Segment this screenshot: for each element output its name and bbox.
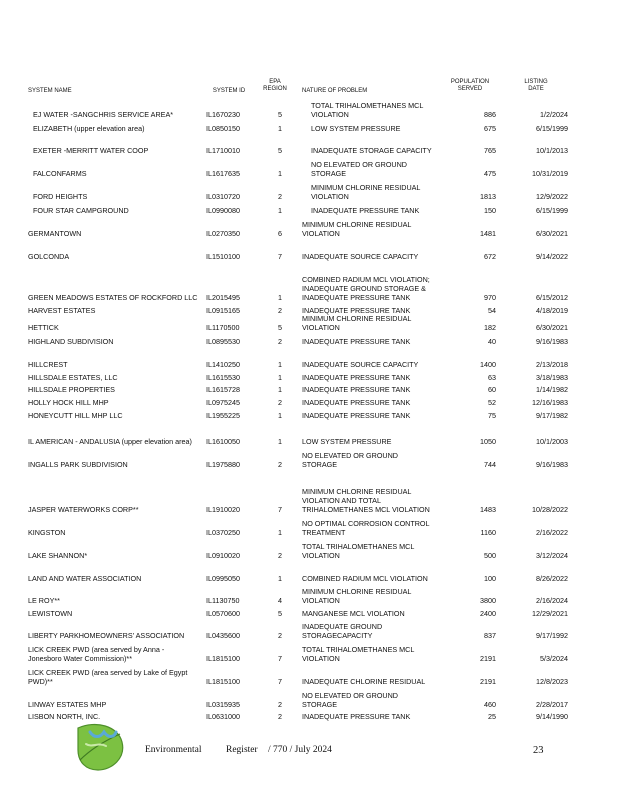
nature-of-problem: INADEQUATE GROUND STORAGECAPACITY — [302, 622, 383, 640]
nature-of-problem: MINIMUM CHLORINE RESIDUAL VIOLATION — [302, 220, 412, 238]
epa-region: 5 — [278, 110, 282, 119]
population-served: 460 — [484, 700, 496, 709]
population-served: 150 — [484, 206, 496, 215]
listing-date: 3/18/1983 — [536, 373, 568, 382]
epa-region: 1 — [278, 437, 282, 446]
header-listing-date: LISTING DATE — [524, 79, 548, 92]
listing-date: 9/16/1983 — [536, 337, 568, 346]
system-name: LICK CREEK PWD (area served by Lake of Egypt PWD)** — [28, 668, 188, 686]
nature-of-problem: INADEQUATE PRESSURE TANK — [302, 712, 411, 721]
epa-region: 1 — [278, 169, 282, 178]
system-id: IL0915165 — [206, 306, 240, 315]
system-name: ELIZABETH (upper elevation area) — [33, 124, 145, 133]
population-served: 1813 — [480, 192, 496, 201]
listing-date: 6/30/2021 — [536, 323, 568, 332]
population-served: 837 — [484, 631, 496, 640]
epa-region: 5 — [278, 323, 282, 332]
system-name: FALCONFARMS — [33, 169, 87, 178]
nature-of-problem: NO OPTIMAL CORROSION CONTROL TREATMENT — [302, 519, 430, 537]
nature-of-problem: NO ELEVATED OR GROUND STORAGE — [302, 691, 398, 709]
listing-date: 2/28/2017 — [536, 700, 568, 709]
system-name: HETTICK — [28, 323, 59, 332]
population-served: 2400 — [480, 609, 496, 618]
system-id: IL1815100 — [206, 654, 240, 663]
page-number: 23 — [533, 745, 544, 756]
system-name: LAND AND WATER ASSOCIATION — [28, 574, 142, 583]
system-name: HILLCREST — [28, 360, 68, 369]
listing-date: 2/16/2024 — [536, 596, 568, 605]
epa-region: 7 — [278, 677, 282, 686]
population-served: 1400 — [480, 360, 496, 369]
system-id: IL0370250 — [206, 528, 240, 537]
system-id: IL1170500 — [206, 323, 240, 332]
system-name: KINGSTON — [28, 528, 66, 537]
epa-region: 2 — [278, 192, 282, 201]
nature-of-problem: INADEQUATE PRESSURE TANK — [302, 306, 411, 315]
header-population-served: POPULATION SERVED — [450, 79, 490, 92]
system-name: LEWISTOWN — [28, 609, 73, 618]
system-id: IL0995050 — [206, 574, 240, 583]
listing-date: 9/17/1982 — [536, 411, 568, 420]
population-served: 40 — [488, 337, 496, 346]
population-served: 63 — [488, 373, 496, 382]
system-id: IL1955225 — [206, 411, 240, 420]
population-served: 1050 — [480, 437, 496, 446]
nature-of-problem: INADEQUATE SOURCE CAPACITY — [302, 252, 419, 261]
epa-region: 1 — [278, 574, 282, 583]
population-served: 25 — [488, 712, 496, 721]
epa-region: 2 — [278, 398, 282, 407]
system-id: IL0310720 — [206, 192, 240, 201]
epa-region: 2 — [278, 337, 282, 346]
system-id: IL1975880 — [206, 460, 240, 469]
population-served: 52 — [488, 398, 496, 407]
nature-of-problem: INADEQUATE PRESSURE TANK — [302, 373, 411, 382]
system-name: GERMANTOWN — [28, 229, 82, 238]
nature-of-problem: INADEQUATE STORAGE CAPACITY — [311, 146, 432, 155]
system-id: IL0631000 — [206, 712, 240, 721]
system-id: IL0895530 — [206, 337, 240, 346]
population-served: 75 — [488, 411, 496, 420]
nature-of-problem: TOTAL TRIHALOMETHANES MCL VIOLATION — [311, 101, 424, 119]
listing-date: 9/16/1983 — [536, 460, 568, 469]
listing-date: 6/15/1999 — [536, 206, 568, 215]
system-id: IL1815100 — [206, 677, 240, 686]
nature-of-problem: COMBINED RADIUM MCL VIOLATION — [302, 574, 428, 583]
listing-date: 9/14/2022 — [536, 252, 568, 261]
epa-region: 7 — [278, 505, 282, 514]
population-served: 1483 — [480, 505, 496, 514]
system-id: IL1617635 — [206, 169, 240, 178]
listing-date: 9/17/1992 — [536, 631, 568, 640]
system-id: IL0570600 — [206, 609, 240, 618]
system-name: FOUR STAR CAMPGROUND — [33, 206, 129, 215]
system-id: IL0850150 — [206, 124, 240, 133]
system-id: IL0435600 — [206, 631, 240, 640]
system-id: IL2015495 — [206, 293, 240, 302]
epa-region: 4 — [278, 596, 282, 605]
epa-region: 7 — [278, 252, 282, 261]
population-served: 1160 — [480, 528, 496, 537]
population-served: 970 — [484, 293, 496, 302]
epa-region: 1 — [278, 411, 282, 420]
nature-of-problem: NO ELEVATED OR GROUND STORAGE — [302, 451, 398, 469]
population-served: 886 — [484, 110, 496, 119]
listing-date: 10/1/2003 — [536, 437, 568, 446]
listing-date: 8/26/2022 — [536, 574, 568, 583]
footer-register: Register — [226, 745, 258, 755]
population-served: 3800 — [480, 596, 496, 605]
system-id: IL0910020 — [206, 551, 240, 560]
listing-date: 6/15/2012 — [536, 293, 568, 302]
system-name: GOLCONDA — [28, 252, 70, 261]
system-name: GREEN MEADOWS ESTATES OF ROCKFORD LLC — [28, 293, 198, 302]
listing-date: 3/12/2024 — [536, 551, 568, 560]
system-name: LE ROY** — [28, 596, 60, 605]
listing-date: 12/8/2023 — [536, 677, 568, 686]
listing-date: 2/13/2018 — [536, 360, 568, 369]
system-id: IL0975245 — [206, 398, 240, 407]
listing-date: 10/28/2022 — [532, 505, 568, 514]
epa-region: 2 — [278, 631, 282, 640]
nature-of-problem: LOW SYSTEM PRESSURE — [302, 437, 392, 446]
system-name: FORD HEIGHTS — [33, 192, 88, 201]
system-name: HILLSDALE ESTATES, LLC — [28, 373, 118, 382]
system-name: LAKE SHANNON* — [28, 551, 88, 560]
nature-of-problem: TOTAL TRIHALOMETHANES MCL VIOLATION — [302, 542, 415, 560]
listing-date: 12/16/1983 — [532, 398, 568, 407]
population-served: 2191 — [480, 677, 496, 686]
population-served: 60 — [488, 385, 496, 394]
listing-date: 10/1/2013 — [536, 146, 568, 155]
nature-of-problem: INADEQUATE PRESSURE TANK — [311, 206, 420, 215]
system-name: LINWAY ESTATES MHP — [28, 700, 107, 709]
footer-issue: / 770 / July 2024 — [268, 745, 332, 755]
nature-of-problem: TOTAL TRIHALOMETHANES MCL VIOLATION — [302, 645, 415, 663]
population-served: 765 — [484, 146, 496, 155]
listing-date: 9/14/1990 — [536, 712, 568, 721]
nature-of-problem: INADEQUATE PRESSURE TANK — [302, 398, 411, 407]
system-id: IL0270350 — [206, 229, 240, 238]
epa-region: 2 — [278, 551, 282, 560]
system-id: IL0315935 — [206, 700, 240, 709]
system-name: HILLSDALE PROPERTIES — [28, 385, 115, 394]
population-served: 475 — [484, 169, 496, 178]
nature-of-problem: INADEQUATE CHLORINE RESIDUAL — [302, 677, 426, 686]
system-name: IL AMERICAN - ANDALUSIA (upper elevation area) — [28, 437, 192, 446]
system-id: IL1130750 — [206, 596, 240, 605]
epa-region: 5 — [278, 609, 282, 618]
epa-region: 1 — [278, 293, 282, 302]
nature-of-problem: INADEQUATE PRESSURE TANK — [302, 411, 411, 420]
nature-of-problem: MINIMUM CHLORINE RESIDUAL VIOLATION — [302, 587, 412, 605]
epa-region: 2 — [278, 306, 282, 315]
nature-of-problem: INADEQUATE PRESSURE TANK — [302, 337, 411, 346]
leaf-logo-icon — [72, 720, 126, 772]
epa-region: 1 — [278, 385, 282, 394]
nature-of-problem: MINIMUM CHLORINE RESIDUAL VIOLATION AND TOTAL TRIHALOMETHANES MCL VIOLATION — [302, 487, 430, 514]
system-name: HARVEST ESTATES — [28, 306, 96, 315]
system-name: LICK CREEK PWD (area served by Anna - Jonesboro Water Commission)** — [28, 645, 165, 663]
listing-date: 5/3/2024 — [540, 654, 568, 663]
header-system-name: SYSTEM NAME — [28, 88, 72, 94]
epa-region: 6 — [278, 229, 282, 238]
header-epa-region: EPA REGION — [263, 79, 287, 92]
epa-region: 1 — [278, 528, 282, 537]
population-served: 675 — [484, 124, 496, 133]
population-served: 744 — [484, 460, 496, 469]
footer-publication: Environmental — [145, 745, 202, 755]
system-id: IL1615530 — [206, 373, 240, 382]
system-name: EXETER -MERRITT WATER COOP — [33, 146, 149, 155]
nature-of-problem: LOW SYSTEM PRESSURE — [311, 124, 401, 133]
epa-region: 1 — [278, 124, 282, 133]
system-id: IL0990080 — [206, 206, 240, 215]
header-system-id: SYSTEM ID — [212, 88, 246, 94]
listing-date: 12/29/2021 — [532, 609, 568, 618]
listing-date: 6/15/1999 — [536, 124, 568, 133]
system-id: IL1510100 — [206, 252, 240, 261]
nature-of-problem: INADEQUATE SOURCE CAPACITY — [302, 360, 419, 369]
population-served: 672 — [484, 252, 496, 261]
system-name: HIGHLAND SUBDIVISION — [28, 337, 114, 346]
system-id: IL1910020 — [206, 505, 240, 514]
population-served: 182 — [484, 323, 496, 332]
nature-of-problem: NO ELEVATED OR GROUND STORAGE — [311, 160, 407, 178]
population-served: 2191 — [480, 654, 496, 663]
system-name: LIBERTY PARKHOMEOWNERS' ASSOCIATION — [28, 631, 185, 640]
population-served: 1481 — [480, 229, 496, 238]
listing-date: 4/18/2019 — [536, 306, 568, 315]
epa-region: 1 — [278, 206, 282, 215]
listing-date: 2/16/2022 — [536, 528, 568, 537]
listing-date: 1/14/1982 — [536, 385, 568, 394]
listing-date: 1/2/2024 — [540, 110, 568, 119]
system-name: HOLLY HOCK HILL MHP — [28, 398, 109, 407]
epa-region: 2 — [278, 700, 282, 709]
population-served: 54 — [488, 306, 496, 315]
population-served: 500 — [484, 551, 496, 560]
nature-of-problem: COMBINED RADIUM MCL VIOLATION; INADEQUATE GROUND STORAGE & INADEQUATE PRESSURE TANK — [302, 275, 430, 302]
epa-region: 1 — [278, 360, 282, 369]
system-id: IL1670230 — [206, 110, 240, 119]
nature-of-problem: MINIMUM CHLORINE RESIDUAL VIOLATION — [311, 183, 421, 201]
nature-of-problem: MANGANESE MCL VIOLATION — [302, 609, 405, 618]
epa-region: 2 — [278, 712, 282, 721]
system-id: IL1610050 — [206, 437, 240, 446]
system-id: IL1410250 — [206, 360, 240, 369]
system-name: JASPER WATERWORKS CORP** — [28, 505, 139, 514]
system-name: INGALLS PARK SUBDIVISION — [28, 460, 128, 469]
epa-region: 7 — [278, 654, 282, 663]
system-name: EJ WATER -SANGCHRIS SERVICE AREA* — [33, 110, 174, 119]
header-nature-of-problem: NATURE OF PROBLEM — [302, 88, 368, 94]
population-served: 100 — [484, 574, 496, 583]
system-name: LISBON NORTH, INC. — [28, 712, 101, 721]
system-id: IL1615728 — [206, 385, 240, 394]
listing-date: 12/9/2022 — [536, 192, 568, 201]
system-id: IL1710010 — [206, 146, 240, 155]
system-name: HONEYCUTT HILL MHP LLC — [28, 411, 123, 420]
epa-region: 2 — [278, 460, 282, 469]
nature-of-problem: INADEQUATE PRESSURE TANK — [302, 385, 411, 394]
listing-date: 10/31/2019 — [532, 169, 568, 178]
epa-region: 1 — [278, 373, 282, 382]
nature-of-problem: MINIMUM CHLORINE RESIDUAL VIOLATION — [302, 314, 412, 332]
epa-region: 5 — [278, 146, 282, 155]
listing-date: 6/30/2021 — [536, 229, 568, 238]
